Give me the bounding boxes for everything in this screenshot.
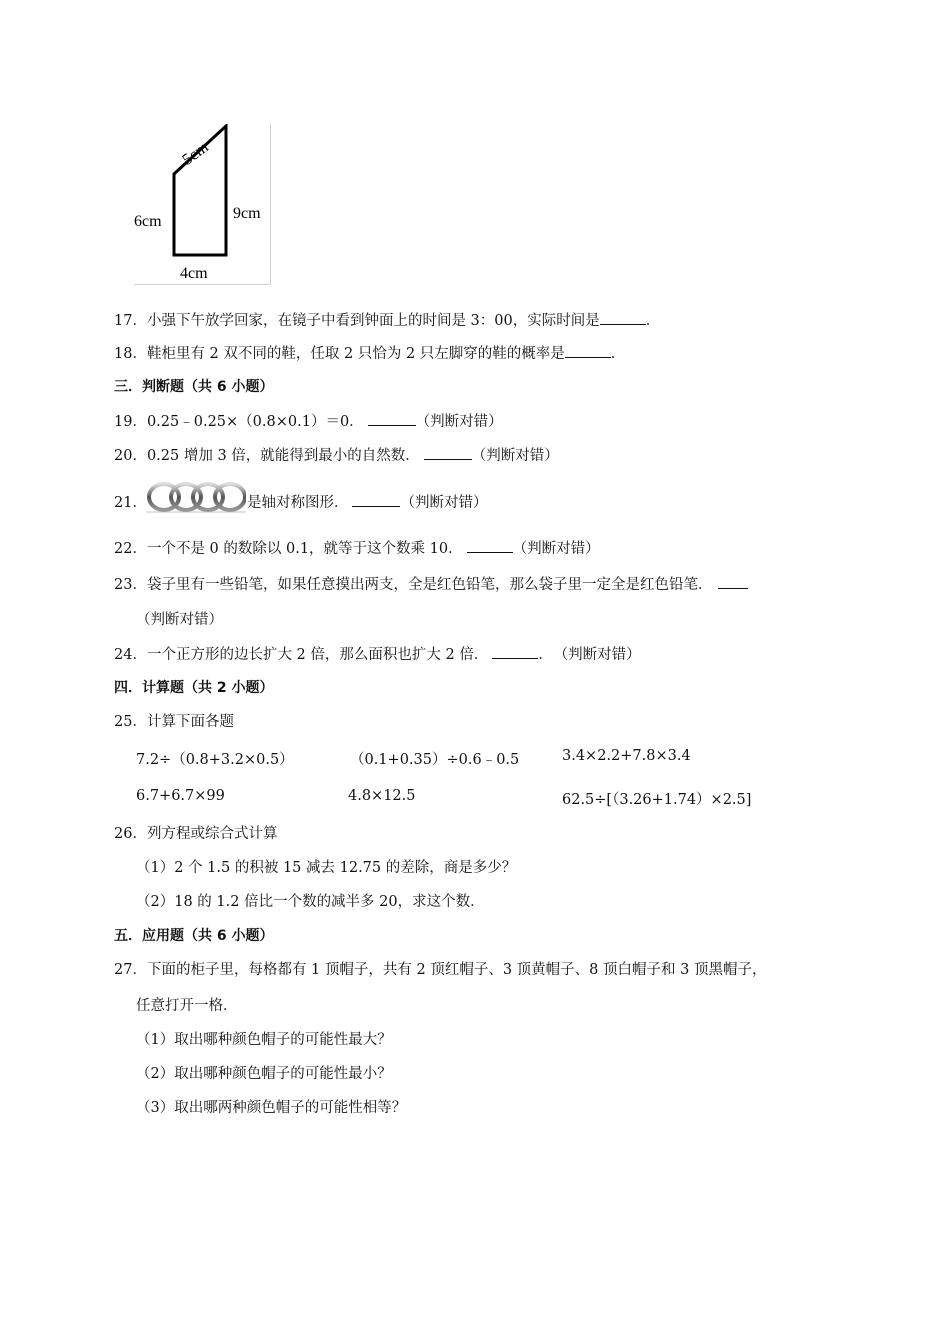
answer-blank[interactable]	[368, 411, 416, 426]
label-right: 9cm	[233, 205, 261, 222]
label-bottom: 4cm	[180, 265, 208, 282]
label-left: 6cm	[134, 213, 162, 230]
answer-blank[interactable]	[467, 538, 513, 553]
calc-item: 62.5÷[（3.26+1.74）×2.5]	[562, 792, 752, 808]
question-26-part-2: （2）18 的 1.2 倍比一个数的减半多 20，求这个数．	[136, 894, 485, 910]
section-4-heading: 四．计算题（共 2 小题）	[114, 680, 274, 696]
question-26-title: 26．列方程或综合式计算	[114, 826, 278, 842]
calc-item: 7.2÷（0.8+3.2×0.5）	[136, 752, 294, 768]
calc-item: 3.4×2.2+7.8×3.4	[562, 748, 691, 764]
question-20: 20．0.25 增加 3 倍，就能得到最小的自然数． （判断对错）	[114, 445, 559, 466]
label-top: 5cm	[179, 138, 212, 169]
question-19: 19．0.25﹣0.25×（0.8×0.1）＝0． （判断对错）	[114, 411, 503, 432]
question-23-cont: （判断对错）	[136, 612, 223, 628]
question-18: 18．鞋柜里有 2 双不同的鞋，任取 2 只恰为 2 只左脚穿的鞋的概率是 ．	[114, 343, 625, 364]
question-26-part-1: （1）2 个 1.5 的积被 15 减去 12.75 的差除，商是多少？	[136, 860, 517, 876]
answer-blank[interactable]	[424, 445, 472, 460]
calc-item: 6.7+6.7×99	[136, 788, 225, 804]
answer-blank[interactable]	[565, 343, 611, 358]
question-27: 27．下面的柜子里，每格都有 1 顶帽子，共有 2 顶红帽子、3 顶黄帽子、8 顶白帽子和 3 顶黑帽子，	[114, 962, 767, 978]
question-23: 23．袋子里有一些铅笔，如果任意摸出两支，全是红色铅笔，那么袋子里一定全是红色铅笔．	[114, 574, 748, 595]
question-22: 22．一个不是 0 的数除以 0.1，就等于这个数乘 10． （判断对错）	[114, 538, 600, 559]
four-rings-image	[146, 481, 246, 517]
answer-blank[interactable]	[718, 574, 748, 589]
section-3-heading: 三．判断题（共 6 小题）	[114, 379, 274, 395]
question-27-part-3: （3）取出哪两种颜色帽子的可能性相等？	[136, 1100, 407, 1116]
calc-item: （0.1+0.35）÷0.6﹣0.5	[350, 752, 520, 768]
calc-item: 4.8×12.5	[348, 788, 416, 804]
trapezoid-figure	[134, 124, 274, 286]
section-5-heading: 五．应用题（共 6 小题）	[114, 928, 274, 944]
question-25-title: 25．计算下面各题	[114, 714, 234, 730]
question-27-cont: 任意打开一格．	[136, 998, 238, 1014]
question-27-part-2: （2）取出哪种颜色帽子的可能性最小？	[136, 1066, 392, 1082]
question-24: 24．一个正方形的边长扩大 2 倍，那么面积也扩大 2 倍． ． （判断对错）	[114, 644, 641, 665]
question-21: 21． 是轴对称图形． （判断对错）	[114, 492, 487, 513]
question-27-part-1: （1）取出哪种颜色帽子的可能性最大？	[136, 1032, 392, 1048]
question-17: 17．小强下午放学回家，在镜子中看到钟面上的时间是 3：00，实际时间是 ．	[114, 310, 660, 331]
answer-blank[interactable]	[600, 310, 646, 325]
answer-blank[interactable]	[352, 492, 400, 507]
answer-blank[interactable]	[492, 644, 538, 659]
